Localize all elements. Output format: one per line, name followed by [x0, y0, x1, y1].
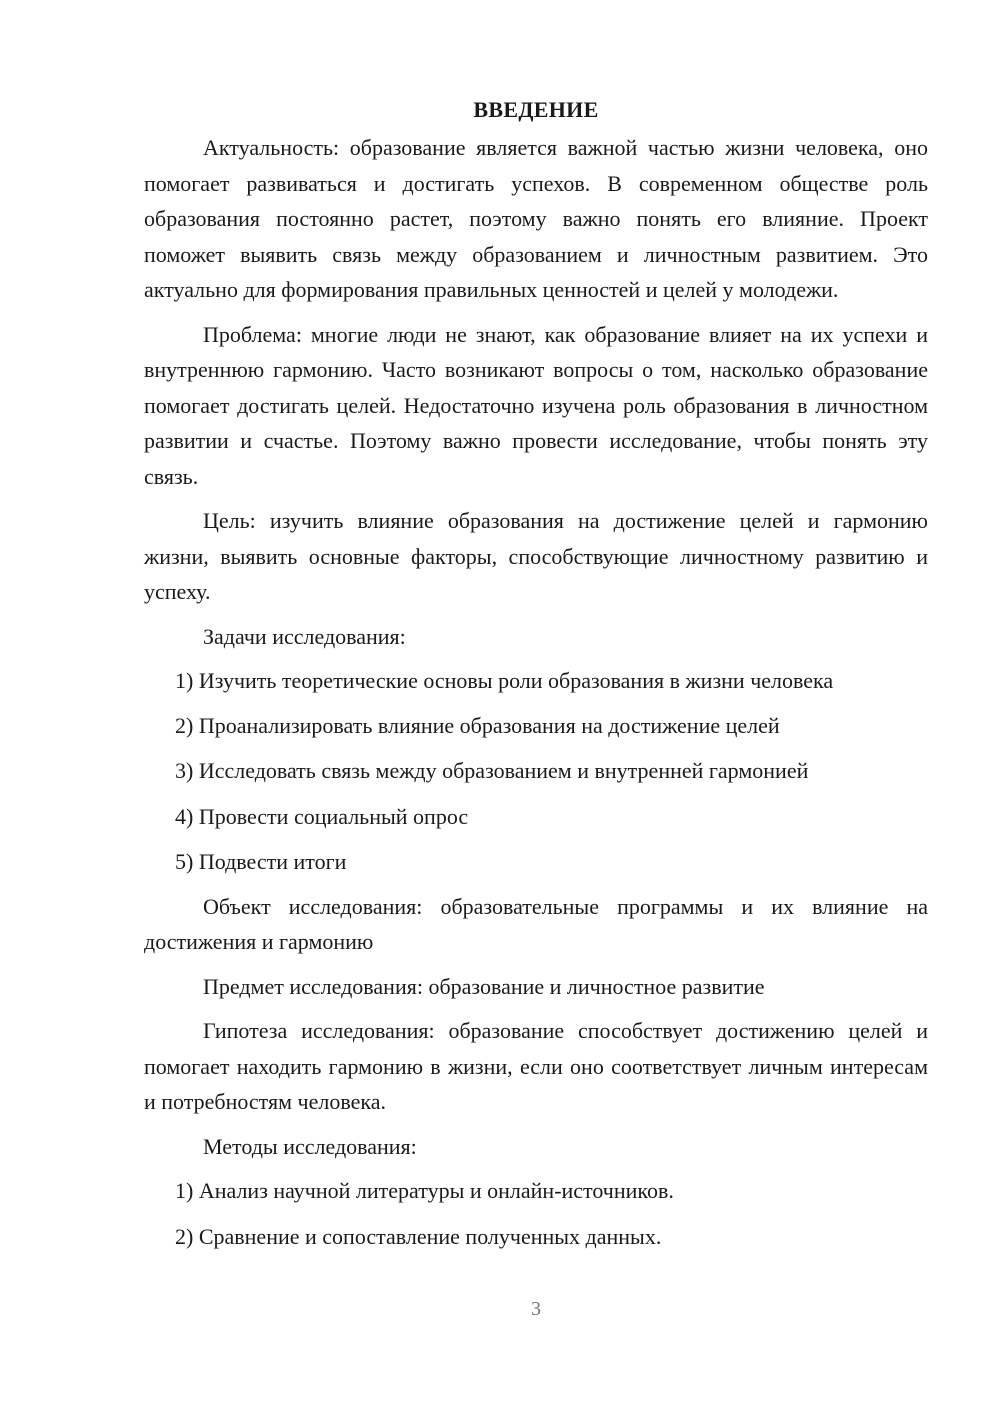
list-item: 2) Сравнение и сопоставление полученных данных. [175, 1223, 662, 1249]
methods-label: Методы исследования: [203, 1133, 417, 1159]
page-number-text: 3 [531, 1298, 541, 1320]
relevance-paragraph: Актуальность: образование является важной частью жизни человека, оно помогает развиваться и достигать успехов. В современном обществе роль образования постоянно растет, поэтому важно понять его влияние. Проект поможет выявить связь между образованием и личностным развитием. Это актуально для формирования правильных ценностей и целей у молодежи. [144, 135, 928, 302]
object-paragraph: Объект исследования: образовательные программы и их влияние на достижения и гармонию [144, 893, 928, 955]
page-number [0, 1298, 1000, 1321]
tasks-label: Задачи исследования: [203, 623, 406, 649]
document-page [144, 92, 928, 1264]
subject-paragraph: Предмет исследования: образование и личностное развитие [203, 973, 765, 999]
tasks-list [144, 663, 928, 879]
list-item: 1) Изучить теоретические основы роли образования в жизни человека [175, 668, 834, 693]
list-item: 2) Проанализировать влияние образования на достижение целей [175, 713, 780, 739]
goal-paragraph: Цель: изучить влияние образования на достижение целей и гармонию жизни, выявить основные факторы, способствующие личностному развитию и успеху. [144, 508, 928, 604]
methods-list [144, 1173, 928, 1254]
list-item: 3) Исследовать связь между образованием и внутренней гармонией [175, 758, 809, 784]
list-item: 5) Подвести итоги [175, 848, 347, 874]
list-item: 4) Провести социальный опрос [175, 803, 469, 829]
problem-paragraph: Проблема: многие люди не знают, как образование влияет на их успехи и внутреннюю гармонию. Часто возникают вопросы о том, насколько образование помогает достигать целей. Недостаточно изучена роль образования в личностном развитии и счастье. Поэтому важно провести исследование, чтобы понять эту связь. [144, 321, 928, 489]
section-heading: ВВЕДЕНИЕ [473, 97, 599, 122]
hypothesis-paragraph: Гипотеза исследования: образование способствует достижению целей и помогает находить гармонию в жизни, если оно соответствует личным интересам и потребностям человека. [144, 1018, 928, 1115]
list-item: 1) Анализ научной литературы и онлайн-источников. [175, 1178, 674, 1204]
